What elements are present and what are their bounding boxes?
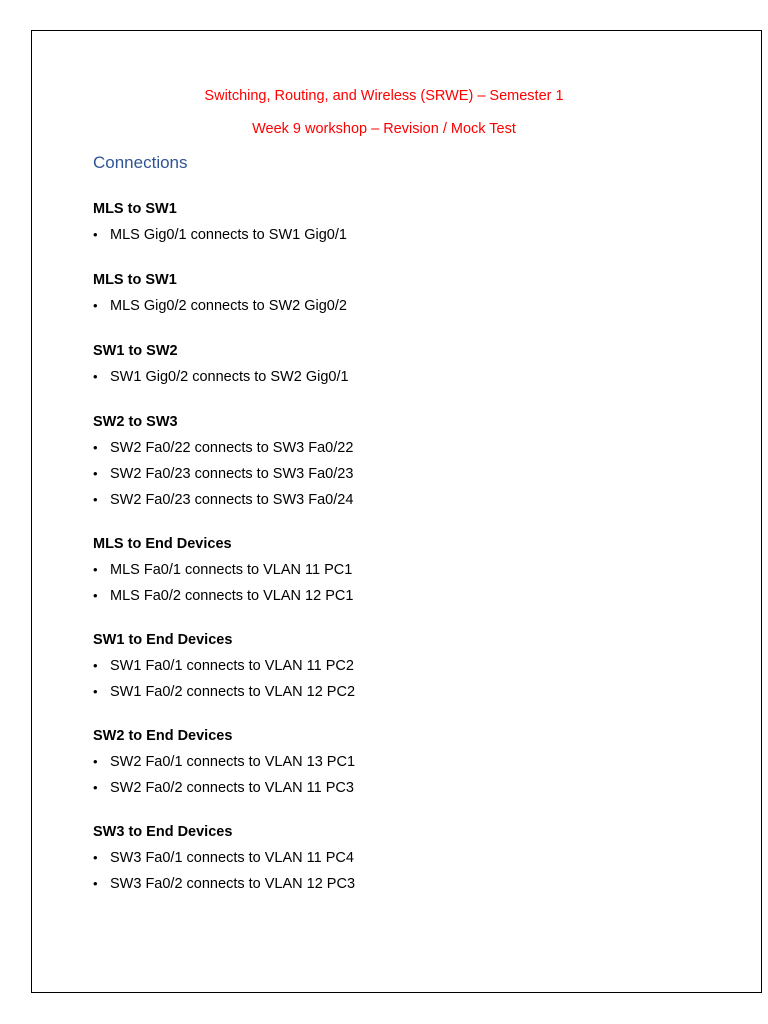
bullet-list: [93, 560, 713, 606]
list-item-text: SW3 Fa0/1 connects to VLAN 11 PC4: [110, 850, 354, 866]
list-item: [93, 560, 713, 580]
list-item: [93, 438, 713, 458]
bullet-list: [93, 656, 713, 702]
list-item: [93, 682, 713, 702]
connection-section: [93, 822, 713, 894]
bullet-icon: •: [93, 369, 98, 384]
bullet-icon: •: [93, 562, 98, 577]
section-title: SW2 to SW3: [93, 414, 178, 430]
connection-section: [93, 412, 713, 510]
section-heading-connections: Connections: [93, 153, 188, 172]
list-item-text: MLS Gig0/1 connects to SW1 Gig0/1: [110, 227, 347, 243]
list-item-text: SW2 Fa0/23 connects to SW3 Fa0/23: [110, 466, 354, 482]
list-item-text: SW1 Gig0/2 connects to SW2 Gig0/1: [110, 369, 349, 385]
list-item-text: MLS Gig0/2 connects to SW2 Gig0/2: [110, 298, 347, 314]
section-title: SW2 to End Devices: [93, 728, 233, 744]
bullet-icon: •: [93, 754, 98, 769]
list-item: [93, 656, 713, 676]
section-title: MLS to SW1: [93, 201, 177, 217]
list-item-text: SW2 Fa0/23 connects to SW3 Fa0/24: [110, 492, 354, 508]
document-title: Switching, Routing, and Wireless (SRWE) – Semester 1: [204, 88, 564, 104]
bullet-icon: •: [93, 588, 98, 603]
list-item-text: SW2 Fa0/22 connects to SW3 Fa0/22: [110, 440, 354, 456]
bullet-list: [93, 367, 713, 387]
connection-section: [93, 270, 713, 316]
list-item: [93, 225, 713, 245]
connection-section: [93, 199, 713, 245]
list-item: [93, 490, 713, 510]
document-subtitle: Week 9 workshop – Revision / Mock Test: [252, 121, 516, 137]
list-item-text: MLS Fa0/2 connects to VLAN 12 PC1: [110, 588, 354, 604]
bullet-list: [93, 752, 713, 798]
list-item: [93, 778, 713, 798]
list-item-text: MLS Fa0/1 connects to VLAN 11 PC1: [110, 562, 353, 578]
connection-section: [93, 726, 713, 798]
section-title: MLS to End Devices: [93, 536, 232, 552]
bullet-icon: •: [93, 658, 98, 673]
bullet-list: [93, 438, 713, 510]
list-item-text: SW2 Fa0/2 connects to VLAN 11 PC3: [110, 780, 354, 796]
bullet-list: [93, 848, 713, 894]
list-item: [93, 296, 713, 316]
bullet-icon: •: [93, 440, 98, 455]
connection-section: [93, 630, 713, 702]
list-item: [93, 367, 713, 387]
bullet-list: [93, 225, 713, 245]
bullet-icon: •: [93, 850, 98, 865]
bullet-icon: •: [93, 466, 98, 481]
bullet-icon: •: [93, 298, 98, 313]
section-title: SW1 to End Devices: [93, 632, 233, 648]
section-title: SW1 to SW2: [93, 343, 178, 359]
list-item: [93, 586, 713, 606]
connection-section: [93, 534, 713, 606]
connection-section: [93, 341, 713, 387]
connections-list: [93, 199, 713, 900]
list-item: [93, 464, 713, 484]
list-item-text: SW1 Fa0/2 connects to VLAN 12 PC2: [110, 684, 356, 700]
section-title: MLS to SW1: [93, 272, 177, 288]
list-item: [93, 874, 713, 894]
bullet-icon: •: [93, 492, 98, 507]
bullet-icon: •: [93, 684, 98, 699]
bullet-icon: •: [93, 876, 98, 891]
list-item-text: SW2 Fa0/1 connects to VLAN 13 PC1: [110, 754, 356, 770]
bullet-list: [93, 296, 713, 316]
list-item: [93, 848, 713, 868]
bullet-icon: •: [93, 780, 98, 795]
section-title: SW3 to End Devices: [93, 824, 233, 840]
list-item-text: SW1 Fa0/1 connects to VLAN 11 PC2: [110, 658, 354, 674]
list-item-text: SW3 Fa0/2 connects to VLAN 12 PC3: [110, 876, 356, 892]
list-item: [93, 752, 713, 772]
bullet-icon: •: [93, 227, 98, 242]
